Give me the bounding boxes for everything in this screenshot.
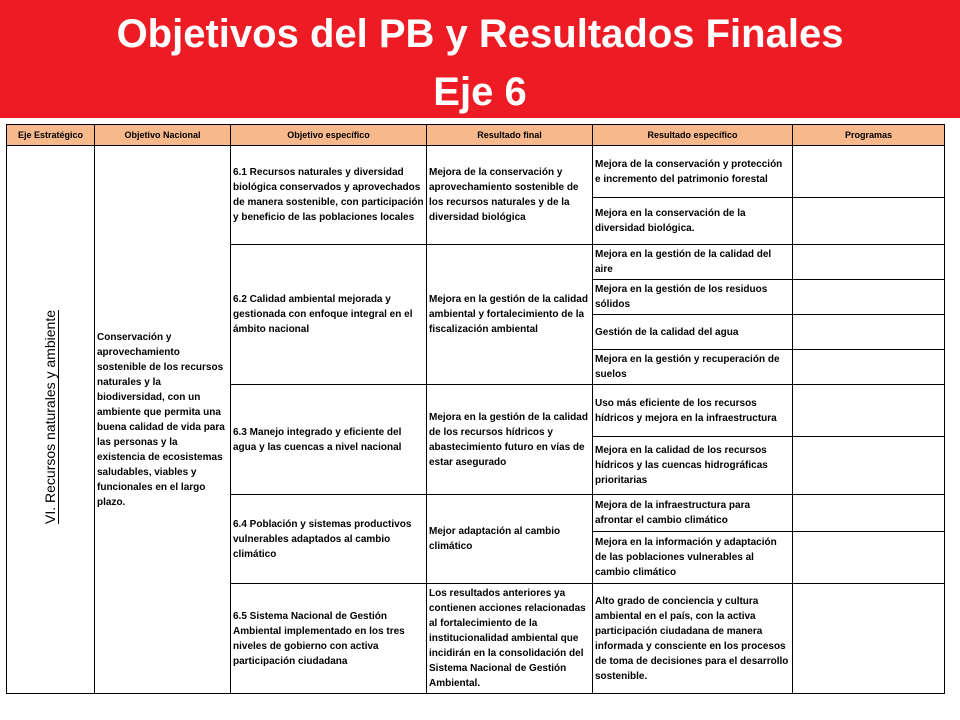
resultado-final-text: Mejora en la gestión de la calidad de los recursos hídricos y abastecimiento futuro en vías de estar asegurado — [429, 411, 588, 468]
objetivo-especifico-text: 6.4 Población y sistemas productivos vulnerables adaptados al cambio climático — [233, 518, 412, 560]
resultado-final-text: Mejor adaptación al cambio climático — [429, 526, 561, 552]
resultado-especifico-cell — [593, 437, 793, 495]
resultado-especifico-text: Gestión de la calidad del agua — [595, 326, 739, 338]
resultado-especifico-cell — [593, 532, 793, 584]
resultado-especifico-text: Mejora en la conservación de la diversidad biológica. — [595, 208, 746, 234]
resultado-especifico-cell — [593, 198, 793, 245]
slide-subtitle: Eje 6 — [433, 70, 527, 114]
objetivo-especifico-text: 6.2 Calidad ambiental mejorada y gestionada con enfoque integral en el ámbito nacional — [233, 294, 413, 335]
resultado-especifico-cell — [593, 280, 793, 315]
title-banner — [0, 0, 960, 118]
objetivo-especifico-text: 6.3 Manejo integrado y eficiente del agua y las cuencas a nivel nacional — [233, 426, 402, 453]
programas-cell — [793, 280, 945, 315]
objetivo-especifico-cell — [231, 245, 427, 385]
resultado-final-text: Los resultados anteriores ya contienen acciones relacionadas al fortalecimiento de la institucionalidad ambiental que incidirán en la consolidación del Sistema Nacional de Gestión Ambiental. — [429, 588, 586, 689]
objetivo-especifico-cell — [231, 584, 427, 694]
resultado-especifico-cell — [593, 146, 793, 198]
resultado-especifico-text: Mejora en la gestión y recuperación de suelos — [595, 354, 780, 380]
programas-cell — [793, 198, 945, 245]
objetivo-especifico-cell — [231, 495, 427, 584]
resultado-final-cell — [427, 495, 593, 584]
programas-cell — [793, 315, 945, 350]
resultado-especifico-text: Alto grado de conciencia y cultura ambiental en el país, con la activa participación ciudadana de manera informada y consciente en los procesos de toma de decisiones para el desarrollo sostenible. — [595, 595, 789, 682]
resultado-final-cell — [427, 385, 593, 495]
header-resultado-final: Resultado final — [427, 125, 593, 146]
objetivo-nacional-text: Conservación y aprovechamiento sostenible de los recursos naturales y la biodiversidad, con un ambiente que permita una buena calidad de vida para las personas y la existencia de ecosistemas saludables, viables y funcionales en el largo plazo. — [97, 331, 225, 508]
resultado-especifico-cell — [593, 584, 793, 694]
resultado-final-text: Mejora en la gestión de la calidad ambiental y fortalecimiento de la fiscalización ambiental — [429, 294, 588, 335]
programas-cell — [793, 385, 945, 437]
programas-cell — [793, 584, 945, 694]
objetivo-especifico-cell — [231, 146, 427, 245]
programas-cell — [793, 146, 945, 198]
header-programas: Programas — [793, 125, 945, 146]
resultado-especifico-text: Mejora de la conservación y protección e incremento del patrimonio forestal — [595, 158, 783, 185]
resultado-final-cell — [427, 245, 593, 385]
programas-cell — [793, 532, 945, 584]
resultado-especifico-cell — [593, 245, 793, 280]
resultado-final-cell — [427, 146, 593, 245]
objetivo-especifico-text: 6.5 Sistema Nacional de Gestión Ambiental implementado en los tres niveles de gobierno con activa participación ciudadana — [233, 610, 405, 667]
slide-title: Objetivos del PB y Resultados Finales — [116, 12, 844, 56]
resultado-especifico-cell — [593, 350, 793, 385]
resultado-especifico-text: Uso más eficiente de los recursos hídricos y mejora en la infraestructura — [595, 397, 777, 424]
resultado-especifico-text: Mejora en la gestión de la calidad del aire — [595, 249, 772, 275]
resultado-final-cell — [427, 584, 593, 694]
objetivo-nacional-cell — [95, 146, 231, 694]
header-resultado-especifico: Resultado específico — [593, 125, 793, 146]
resultado-especifico-text: Mejora de la infraestructura para afrontar el cambio climático — [595, 500, 751, 526]
programas-cell — [793, 350, 945, 385]
header-objetivo-especifico: Objetivo específico — [231, 125, 427, 146]
header-objetivo-nacional: Objetivo Nacional — [95, 125, 231, 146]
table-row — [7, 146, 945, 198]
table-header-row — [7, 125, 945, 146]
header-eje-estrategico: Eje Estratégico — [7, 125, 95, 146]
eje-cell — [7, 146, 95, 694]
resultado-especifico-cell — [593, 495, 793, 532]
programas-cell — [793, 245, 945, 280]
resultado-especifico-text: Mejora en la información y adaptación de las poblaciones vulnerables al cambio climático — [595, 537, 777, 578]
resultado-especifico-cell — [593, 385, 793, 437]
resultado-especifico-cell — [593, 315, 793, 350]
resultado-especifico-text: Mejora en la gestión de los residuos sólidos — [595, 284, 768, 310]
objetivo-especifico-text: 6.1 Recursos naturales y diversidad biológica conservados y aprovechados de manera sostenible, con participación y beneficio de las poblaciones locales — [233, 167, 424, 223]
objectives-table — [6, 124, 945, 694]
programas-cell — [793, 437, 945, 495]
resultado-especifico-text: Mejora en la calidad de los recursos hídricos y las cuencas hidrográficas prioritarias — [595, 445, 768, 486]
objetivo-especifico-cell — [231, 385, 427, 495]
programas-cell — [793, 495, 945, 532]
resultado-final-text: Mejora de la conservación y aprovechamiento sostenible de los recursos naturales y de la diversidad biológica — [429, 167, 579, 223]
eje-label: VI. Recursos naturales y ambiente — [42, 310, 58, 524]
